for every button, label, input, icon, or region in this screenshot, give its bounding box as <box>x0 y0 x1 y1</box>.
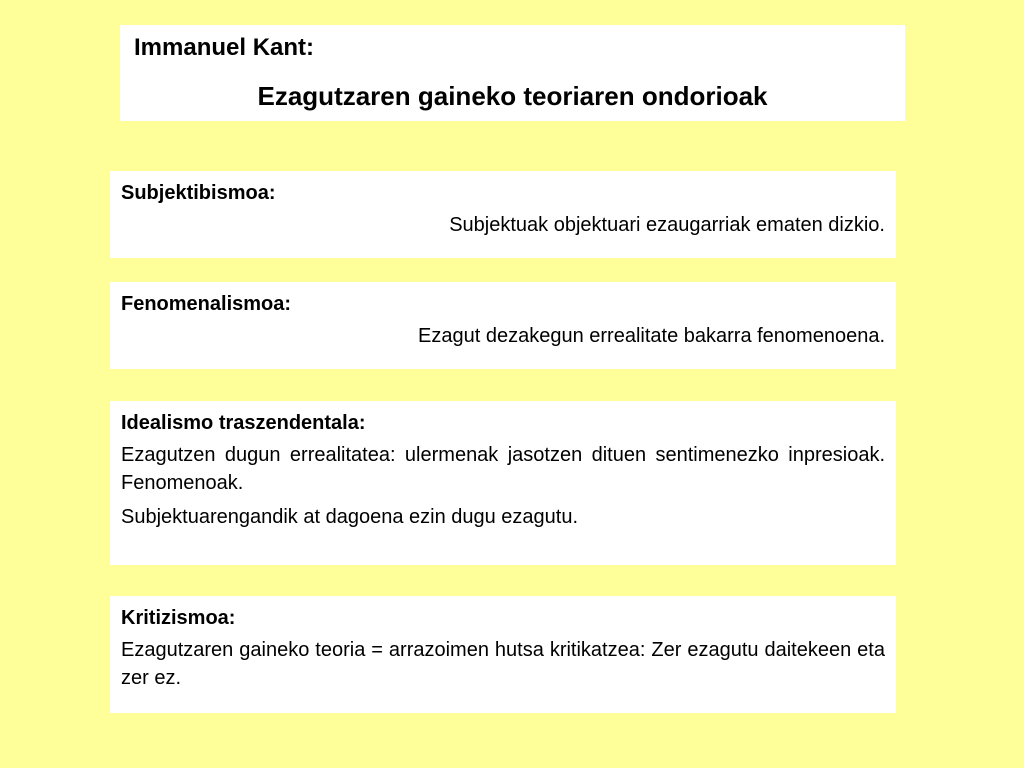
card-heading: Fenomenalismoa: <box>121 293 292 315</box>
card-fenomenalismoa <box>110 282 896 369</box>
card-text: Ezagutzen dugun errealitatea: ulermenak jasotzen dituen sentimenezko inpresioak. Fenomenoak. <box>121 444 885 494</box>
card-kritizismoa <box>110 596 896 713</box>
card-heading: Idealismo traszendentala: <box>121 412 366 434</box>
card-text: Ezagutzaren gaineko teoria = arrazoimen hutsa kritikatzea: Zer ezagutu daitekeen eta zer ez. <box>121 639 885 689</box>
card-subjektibismoa <box>110 171 896 258</box>
card-heading: Kritizismoa: <box>121 607 236 629</box>
card-text: Subjektuak objektuari ezaugarriak ematen dizkio. <box>449 214 885 236</box>
card-text: Subjektuarengandik at dagoena ezin dugu ezagutu. <box>121 506 579 528</box>
card-text: Ezagut dezakegun errealitate bakarra fenomenoena. <box>418 325 885 347</box>
page-title: Ezagutzaren gaineko teoriaren ondorioak <box>257 81 768 111</box>
title-author: Immanuel Kant: <box>134 34 315 61</box>
title-box <box>120 25 905 121</box>
card-heading: Subjektibismoa: <box>121 182 276 204</box>
card-idealismo-traszendentala <box>110 401 896 565</box>
